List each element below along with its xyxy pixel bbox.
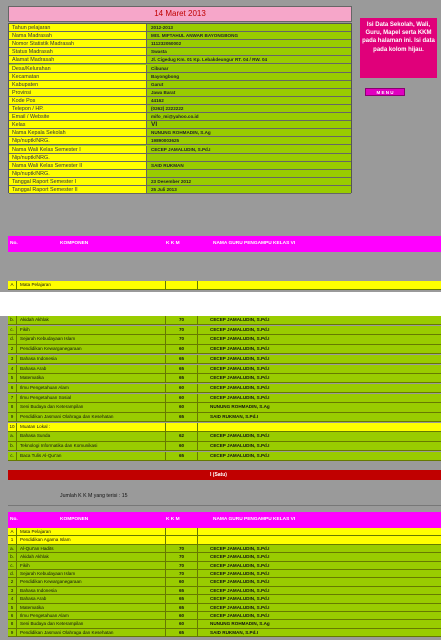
subject-name: Mata Pelajaran <box>18 528 166 535</box>
info-label: Nip/nuptk/NRG. <box>9 170 147 177</box>
teacher-name-field[interactable]: CECEP JAMALUDIN, S.Pd.I <box>210 604 270 610</box>
header-no: No. <box>10 241 18 246</box>
kkm-value-field[interactable]: 60 <box>166 403 198 411</box>
table-row <box>8 620 441 628</box>
info-value-field[interactable]: Bayongbong <box>147 73 351 80</box>
table-row <box>8 432 441 441</box>
table-row <box>8 281 441 290</box>
info-value-field[interactable]: Cibunar <box>147 65 351 72</box>
teacher-name-field[interactable]: CECEP JAMALUDIN, S.Pd.I <box>210 571 270 576</box>
info-label: Kelas <box>9 121 147 128</box>
white-band <box>0 292 441 316</box>
row-number: c. <box>8 326 17 334</box>
kkm-value-field[interactable]: 60 <box>166 384 198 392</box>
info-row <box>9 24 351 32</box>
subject-name: Pendidikan Kewarganegaraan <box>18 345 166 353</box>
table-row <box>8 553 441 561</box>
row-number: 6 <box>8 384 17 392</box>
table-row <box>8 335 441 344</box>
info-value-field[interactable]: 44162 <box>147 97 351 104</box>
info-row <box>9 154 351 162</box>
table-row <box>8 423 441 432</box>
subject-name: Ilmu Pengetahuan Alam <box>18 612 166 619</box>
kkm-value-field[interactable]: 60 <box>166 578 198 585</box>
info-value-field[interactable]: 111232050002 <box>147 40 351 47</box>
subject-name: Ilmu Pengetahuan Alam <box>18 384 166 392</box>
table-row <box>8 587 441 595</box>
teacher-name-field[interactable]: CECEP JAMALUDIN, S.Pd.I <box>210 346 270 352</box>
teacher-name-field[interactable]: CECEP JAMALUDIN, S.Pd.I <box>210 587 270 593</box>
row-number: b. <box>8 316 17 324</box>
subject-name: Baca Tulis Al-Qur'an <box>18 452 166 460</box>
subject-name: Pendidikan Jasmani Olahraga dan Kesehatan <box>18 413 166 421</box>
teacher-name-field[interactable]: CECEP JAMALUDIN, S.Pd.I <box>210 545 270 551</box>
info-label: Nip/nuptk/NRG. <box>9 154 147 161</box>
subject-name: Bahasa Arab <box>18 365 166 373</box>
header-komponen: KOMPONEN <box>60 241 89 246</box>
info-value-field[interactable]: 19890003625 <box>147 137 351 144</box>
kkm-value-field[interactable]: 70 <box>166 570 198 577</box>
table1-header <box>8 236 441 252</box>
row-number: d. <box>8 335 17 343</box>
subject-name: Pendidikan Kewarganegaraan <box>18 578 166 585</box>
table-row <box>8 355 441 364</box>
info-row <box>9 73 351 81</box>
subject-name: Akidah Akhlak <box>18 553 166 560</box>
row-number: 5 <box>8 604 17 611</box>
info-label: Nama Madrasah <box>9 32 147 39</box>
semester-label: I (Satu) <box>210 472 227 478</box>
info-row <box>9 89 351 97</box>
subject-name: Mata Pelajaran <box>18 281 166 289</box>
teacher-name-field[interactable]: SAID RUKMAN, S.Pd.I <box>210 414 258 419</box>
row-number: 8 <box>8 403 17 411</box>
teacher-name-field[interactable]: CECEP JAMALUDIN, S.Pd.I <box>210 554 270 560</box>
row-number: b. <box>8 442 17 450</box>
header-kkm: K K M <box>166 241 180 246</box>
info-value-field[interactable]: mifo_mi@yahoo.co.id <box>147 113 351 120</box>
kkm-value-field[interactable]: 65 <box>166 629 198 636</box>
row-number: 6 <box>8 612 17 619</box>
kkm-value-field[interactable]: 70 <box>166 335 198 343</box>
row-number: a. <box>8 432 17 440</box>
teacher-name-field[interactable]: CECEP JAMALUDIN, S.Pd.I <box>210 562 270 568</box>
row-number: 9 <box>8 413 17 421</box>
info-value-field[interactable]: Jawa Barat <box>147 89 351 96</box>
info-value-field[interactable]: Garut <box>147 81 351 88</box>
info-value-field[interactable]: 2012-2013 <box>147 24 351 31</box>
subject-name: Matematika <box>18 374 166 382</box>
subject-name: Pendidikan Jasmani Olahraga dan Kesehatan <box>18 629 166 636</box>
info-row <box>9 170 351 178</box>
instruction-note: Isi Data Sekolah, Wali, Guru, Mapel serta KKM pada halaman ini. Isi data pada kolom hijau. <box>360 18 437 78</box>
table-row <box>8 536 441 544</box>
table-row <box>8 562 441 570</box>
subject-name: Pendidikan Agama Islam <box>18 536 166 543</box>
kkm-value-field[interactable]: 60 <box>166 442 198 450</box>
info-value-field[interactable]: NUNUNG ROHMADIN, S.Ag <box>147 129 351 136</box>
info-row <box>9 97 351 105</box>
subject-name: Akidah Akhlak <box>18 316 166 324</box>
table-row <box>8 604 441 612</box>
kkm-value-field[interactable]: 70 <box>166 316 198 324</box>
teacher-name-field[interactable]: CECEP JAMALUDIN, S.Pd.I <box>210 326 270 332</box>
subject-name: Fikih <box>18 326 166 334</box>
kkm-value-field[interactable] <box>166 423 198 431</box>
info-value-field[interactable]: 23 Desember 2012 <box>147 178 351 185</box>
subject-name: Seni Budaya dan Keterampilan <box>18 620 166 627</box>
semester-row <box>8 470 441 480</box>
kkm-value-field[interactable]: 65 <box>166 587 198 594</box>
info-row <box>9 186 351 194</box>
kkm-value-field[interactable] <box>166 536 198 543</box>
subject-name: Bahasa Arab <box>18 595 166 602</box>
teacher-name-field[interactable]: CECEP JAMALUDIN, S.Pd.I <box>210 613 270 618</box>
info-row <box>9 32 351 40</box>
teacher-name-field[interactable]: NUNUNG ROHMADIN, S.Ag <box>210 404 270 410</box>
info-row <box>9 162 351 170</box>
table-row <box>8 403 441 412</box>
table-row <box>8 365 441 374</box>
info-label: Kabupaten <box>9 81 147 88</box>
info-value-field[interactable]: Swasta <box>147 48 351 55</box>
info-row <box>9 40 351 48</box>
info-label: Kecamatan <box>9 73 147 80</box>
subject-name: Teknologi Informatika dan Komunikasi <box>18 442 166 450</box>
row-number: b. <box>8 553 17 560</box>
info-label: Nama Wali Kelas Semester II <box>9 162 147 169</box>
teacher-name-field[interactable]: CECEP JAMALUDIN, S.Pd.I <box>210 394 270 400</box>
row-number: A <box>8 528 17 535</box>
kkm-value-field[interactable]: 60 <box>166 345 198 353</box>
subject-name: Muatan Lokal : <box>18 423 166 431</box>
subject-name: Bahasa Sunda <box>18 432 166 440</box>
teacher-name-field[interactable]: CECEP JAMALUDIN, S.Pd.I <box>210 375 270 381</box>
info-value-field[interactable]: SAID RUKMAN <box>147 162 351 169</box>
subject-name: Sejarah Kebudayaan Islam <box>18 570 166 577</box>
kkm-value-field[interactable]: 70 <box>166 553 198 560</box>
info-label: Tanggal Raport Semester II <box>9 186 147 193</box>
row-number: 3 <box>8 587 17 594</box>
table-row <box>8 326 441 335</box>
kkm-value-field[interactable]: 65 <box>166 413 198 421</box>
info-row <box>9 113 351 121</box>
row-number: 5 <box>8 374 17 382</box>
row-number: 2 <box>8 578 17 585</box>
kkm-value-field[interactable]: 65 <box>166 604 198 611</box>
teacher-name-field[interactable]: CECEP JAMALUDIN, S.Pd.I <box>210 317 270 322</box>
kkm-value-field[interactable]: 70 <box>166 326 198 334</box>
table-row <box>8 394 441 403</box>
row-number: 2 <box>8 345 17 353</box>
info-label: Nomor Statistik Madrasah <box>9 40 147 47</box>
info-row <box>9 65 351 73</box>
table-row <box>8 442 441 451</box>
teacher-name-field[interactable]: CECEP JAMALUDIN, S.Pd.I <box>210 443 270 449</box>
info-label: Telepon / HP. <box>9 105 147 112</box>
date-title: 14 Maret 2013 <box>8 6 352 22</box>
table-row <box>8 570 441 578</box>
info-row <box>9 146 351 154</box>
kkm-value-field[interactable]: 65 <box>166 595 198 602</box>
row-number: c. <box>8 562 17 569</box>
table-row <box>8 545 441 553</box>
school-info-form <box>8 23 352 193</box>
table-row <box>8 413 441 422</box>
info-label: Nip/nuptk/NRG. <box>9 137 147 144</box>
table-row <box>8 612 441 620</box>
subject-name: Bahasa Indonesia <box>18 355 166 363</box>
row-number: a. <box>8 545 17 552</box>
row-number: 4 <box>8 365 17 373</box>
info-label: Nama Kepala Sekolah <box>9 129 147 136</box>
kkm-value-field[interactable]: 65 <box>166 374 198 382</box>
info-label: Alamat Madrasah <box>9 56 147 63</box>
kkm-value-field[interactable]: 65 <box>166 365 198 373</box>
table-row <box>8 528 441 536</box>
row-number: A <box>8 281 17 289</box>
kkm-value-field[interactable]: 65 <box>166 452 198 460</box>
info-value-field[interactable]: Jl. Cigedug Km. 01 Kp. Lebakdeungur RT. 04 / RW. 04 <box>147 56 351 63</box>
table2-header <box>8 512 441 528</box>
subject-name: Bahasa Indonesia <box>18 587 166 594</box>
row-number: 3 <box>8 355 17 363</box>
teacher-name-field[interactable] <box>198 281 441 289</box>
row-number: 7 <box>8 394 17 402</box>
kkm-value-field[interactable] <box>166 281 198 289</box>
info-value-field[interactable]: (0262) 2222222 <box>147 105 351 112</box>
teacher-name-field[interactable]: NUNUNG ROHMADIN, S.Ag <box>210 621 270 627</box>
row-number: c. <box>8 452 17 460</box>
info-row <box>9 56 351 64</box>
info-label: Email / Website <box>9 113 147 120</box>
table-row <box>8 629 441 637</box>
subject-name: Seni Budaya dan Keterampilan <box>18 403 166 411</box>
kkm-value-field[interactable]: 70 <box>166 562 198 569</box>
table-row <box>8 452 441 461</box>
row-number: 9 <box>8 629 17 636</box>
info-row <box>9 81 351 89</box>
row-number: 4 <box>8 595 17 602</box>
menu-button[interactable]: M E N U <box>365 88 405 96</box>
info-label: Tahun pelajaran <box>9 24 147 31</box>
info-row <box>9 178 351 186</box>
teacher-name-field[interactable] <box>198 536 441 543</box>
info-row <box>9 137 351 145</box>
header-no: No. <box>10 517 18 522</box>
teacher-name-field[interactable]: CECEP JAMALUDIN, S.Pd.I <box>210 384 270 390</box>
table-row <box>8 374 441 383</box>
table-row <box>8 578 441 586</box>
row-number: 1 <box>8 536 17 543</box>
teacher-name-field[interactable]: SAID RUKMAN, S.Pd.I <box>210 629 258 635</box>
header-guru: NAMA GURU PENGAMPU KELAS VI <box>213 241 296 246</box>
info-label: Nama Wali Kelas Semester I <box>9 146 147 153</box>
teacher-name-field[interactable] <box>198 528 441 535</box>
teacher-name-field[interactable]: CECEP JAMALUDIN, S.Pd.I <box>210 336 270 342</box>
teacher-name-field[interactable]: CECEP JAMALUDIN, S.Pd.I <box>210 596 270 602</box>
info-label: Status Madrasah <box>9 48 147 55</box>
subject-name: Sejarah Kebudayaan Islam <box>18 335 166 343</box>
header-komponen: KOMPONEN <box>60 517 89 522</box>
row-number: 8 <box>8 620 17 627</box>
kkm-value-field[interactable]: 62 <box>166 432 198 440</box>
info-row <box>9 48 351 56</box>
info-row <box>9 129 351 137</box>
subject-name: Al-Qur'an Hadits <box>18 545 166 552</box>
subject-name: Matematika <box>18 604 166 611</box>
info-value-field[interactable] <box>147 154 351 161</box>
info-value-field[interactable]: CECEP JAMALUDIN, S.Pd.I <box>147 146 351 153</box>
teacher-name-field[interactable]: CECEP JAMALUDIN, S.Pd.I <box>210 365 270 371</box>
info-value-field[interactable]: VI <box>147 121 351 128</box>
table-row <box>8 316 441 325</box>
info-row <box>9 105 351 113</box>
info-label: Desa/Kelurahan <box>9 65 147 72</box>
table-row <box>8 595 441 603</box>
row-number: d. <box>8 570 17 577</box>
divider <box>8 505 441 506</box>
teacher-name-field[interactable]: CECEP JAMALUDIN, S.Pd.I <box>210 433 270 439</box>
kkm-value-field[interactable]: 60 <box>166 620 198 627</box>
table-row <box>8 345 441 354</box>
kkm-value-field[interactable]: 60 <box>166 394 198 402</box>
teacher-name-field[interactable]: CECEP JAMALUDIN, S.Pd.I <box>210 579 270 585</box>
table-row <box>8 384 441 393</box>
kkm-value-field[interactable]: 60 <box>166 612 198 619</box>
header-guru: NAMA GURU PENGAMPU KELAS VI <box>213 517 296 522</box>
teacher-name-field[interactable]: CECEP JAMALUDIN, S.Pd.I <box>210 355 270 361</box>
info-value-field[interactable]: 25 Juli 2013 <box>147 186 351 193</box>
kkm-value-field[interactable]: 65 <box>166 355 198 363</box>
info-label: Kode Pos <box>9 97 147 104</box>
subject-name: Ilmu Pengetahuan Sosial <box>18 394 166 402</box>
info-label: Provinsi <box>9 89 147 96</box>
kkm-count-text: Jumlah K K M yang terisi : 15 <box>60 493 128 499</box>
subject-name: Fikih <box>18 562 166 569</box>
teacher-name-field[interactable] <box>198 423 441 431</box>
info-value-field[interactable] <box>147 170 351 177</box>
teacher-name-field[interactable]: CECEP JAMALUDIN, S.Pd.I <box>210 452 270 458</box>
info-label: Tanggal Raport Semester I <box>9 178 147 185</box>
header-kkm: K K M <box>166 517 180 522</box>
kkm-value-field[interactable] <box>166 528 198 535</box>
info-row <box>9 121 351 129</box>
kkm-value-field[interactable]: 70 <box>166 545 198 552</box>
row-number: 10 <box>8 423 17 431</box>
info-value-field[interactable]: MIS. MIFTAHUL ANWAR BAYONGBONG <box>147 32 351 39</box>
